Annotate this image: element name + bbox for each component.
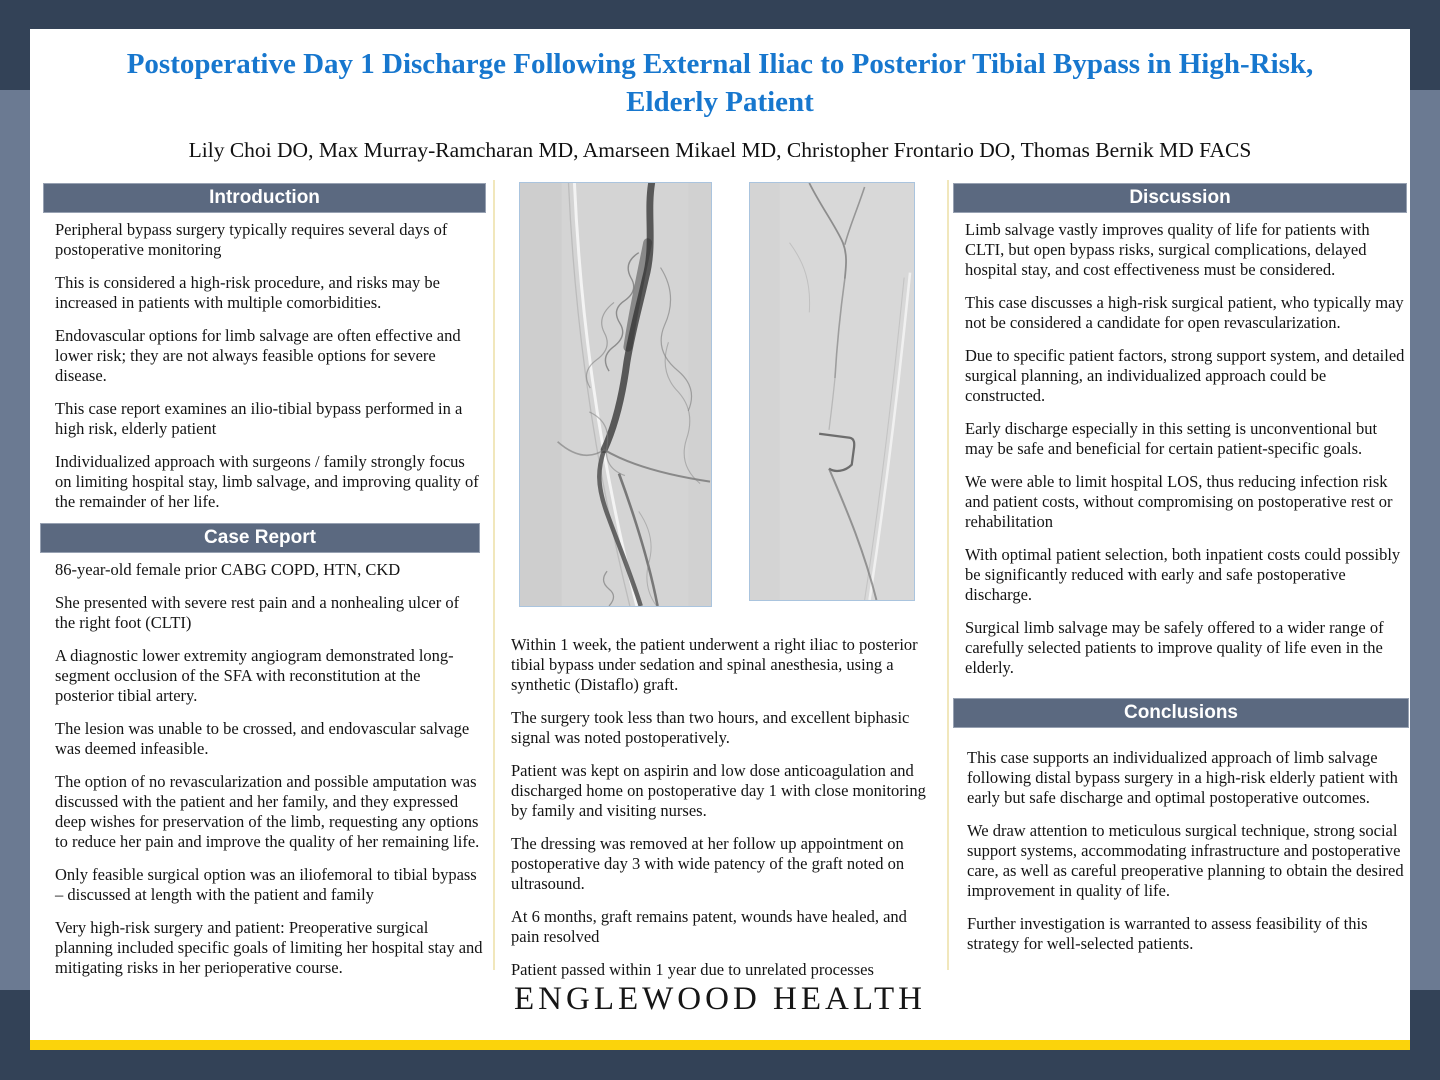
paragraph: 86-year-old female prior CABG COPD, HTN, CKD (55, 560, 401, 579)
angiogram-figure-posterior-tibial (749, 182, 915, 601)
englewood-health-logo: ENGLEWOOD HEALTH (514, 981, 926, 1017)
case-report-header: Case Report (40, 523, 480, 553)
paragraph: Very high-risk surgery and patient: Preoperative surgical planning included specific goals of limiting her hospital stay and mitigating risks in her perioperative course. (55, 918, 483, 977)
poster-title: Postoperative Day 1 Discharge Following External Iliac to Posterior Tibial Bypass in High-Risk, Elderly Patient (126, 48, 1314, 119)
paragraph: Only feasible surgical option was an iliofemoral to tibial bypass – discussed at length with the patient and family (55, 865, 477, 904)
paragraph: At 6 months, graft remains patent, wounds have healed, and pain resolved (511, 907, 907, 946)
paragraph: Individualized approach with surgeons / family strongly focus on limiting hospital stay, limb salvage, and improving quality of the remainder of her life. (55, 452, 479, 511)
paragraph: Patient was kept on aspirin and low dose anticoagulation and discharged home on postoperative day 1 with close monitoring by family and visiting nurses. (511, 761, 926, 820)
paragraph: We draw attention to meticulous surgical technique, strong social support systems, accommodating infrastructure and postoperative care, as well as careful preoperative planning to obtain the desired improvement in quality of life. (967, 821, 1404, 900)
introduction-text (55, 220, 485, 525)
paragraph: This case discusses a high-risk surgical patient, who typically may not be considered a candidate for open revascularization. (965, 293, 1404, 332)
paragraph: Surgical limb salvage may be safely offered to a wider range of carefully selected patients to improve quality of life even in the elderly. (965, 618, 1384, 677)
paragraph: Endovascular options for limb salvage are often effective and lower risk; they are not always feasible options for severe disease. (55, 326, 461, 385)
paragraph: A diagnostic lower extremity angiogram demonstrated long-segment occlusion of the SFA with reconstitution at the posterior tibial artery. (55, 646, 454, 705)
paragraph: Peripheral bypass surgery typically requires several days of postoperative monitoring (55, 220, 448, 259)
discussion-header: Discussion (953, 183, 1407, 213)
gold-accent-stripe (30, 1040, 1410, 1050)
conclusions-header: Conclusions (953, 698, 1409, 728)
paragraph: Further investigation is warranted to assess feasibility of this strategy for well-selected patients. (967, 914, 1368, 953)
paragraph: This case report examines an ilio-tibial bypass performed in a high risk, elderly patient (55, 399, 463, 438)
paragraph: The dressing was removed at her follow up appointment on postoperative day 3 with wide patency of the graft noted on ultrasound. (511, 834, 905, 893)
poster-page (30, 29, 1410, 1040)
column-divider-right (947, 180, 949, 970)
paragraph: The option of no revascularization and possible amputation was discussed with the patient and her family, and they expressed deep wishes for preservation of the limb, requesting any options to reduce her pain and improve the quality of her remaining life. (55, 772, 480, 851)
paragraph: Limb salvage vastly improves quality of life for patients with CLTI, but open bypass risks, surgical complications, delayed hospital stay, and cost effectiveness must be considered. (965, 220, 1370, 279)
paragraph: Within 1 week, the patient underwent a right iliac to posterior tibial bypass under sedation and spinal anesthesia, using a synthetic (Distaflo) graft. (511, 635, 918, 694)
column-divider-left (493, 180, 495, 970)
paragraph: Due to specific patient factors, strong support system, and detailed surgical planning, an individualized approach could be constructed. (965, 346, 1405, 405)
paragraph: This case supports an individualized approach of limb salvage following distal bypass surgery in a high-risk elderly patient with early but safe discharge and optimal postoperative outcomes. (967, 748, 1398, 807)
angiogram-right-image (750, 183, 914, 600)
procedure-text (511, 635, 929, 993)
paragraph: The lesion was unable to be crossed, and endovascular salvage was deemed infeasible. (55, 719, 470, 758)
paragraph: This is considered a high-risk procedure, and risks may be increased in patients with multiple comorbidities. (55, 273, 440, 312)
conclusions-text (967, 748, 1407, 967)
introduction-header: Introduction (43, 183, 486, 213)
author-line: Lily Choi DO, Max Murray-Ramcharan MD, Amarseen Mikael MD, Christopher Frontario DO, Thomas Bernik MD FACS (188, 138, 1252, 162)
angiogram-left-image (520, 183, 711, 606)
paragraph: She presented with severe rest pain and a nonhealing ulcer of the right foot (CLTI) (55, 593, 460, 632)
discussion-text (965, 220, 1407, 691)
paragraph: With optimal patient selection, both inpatient costs could possibly be significantly reduced with early and safe postoperative discharge. (965, 545, 1401, 604)
paragraph: Patient passed within 1 year due to unrelated processes (511, 960, 874, 979)
paragraph: The surgery took less than two hours, and excellent biphasic signal was noted postoperatively. (511, 708, 910, 747)
paragraph: Early discharge especially in this setting is unconventional but may be safe and beneficial for certain patient-specific goals. (965, 419, 1378, 458)
angiogram-figure-occluded-sfa (519, 182, 712, 607)
case-report-text (55, 560, 483, 991)
paragraph: We were able to limit hospital LOS, thus reducing infection risk and patient costs, without compromising on postoperative rest or rehabilitation (965, 472, 1393, 531)
